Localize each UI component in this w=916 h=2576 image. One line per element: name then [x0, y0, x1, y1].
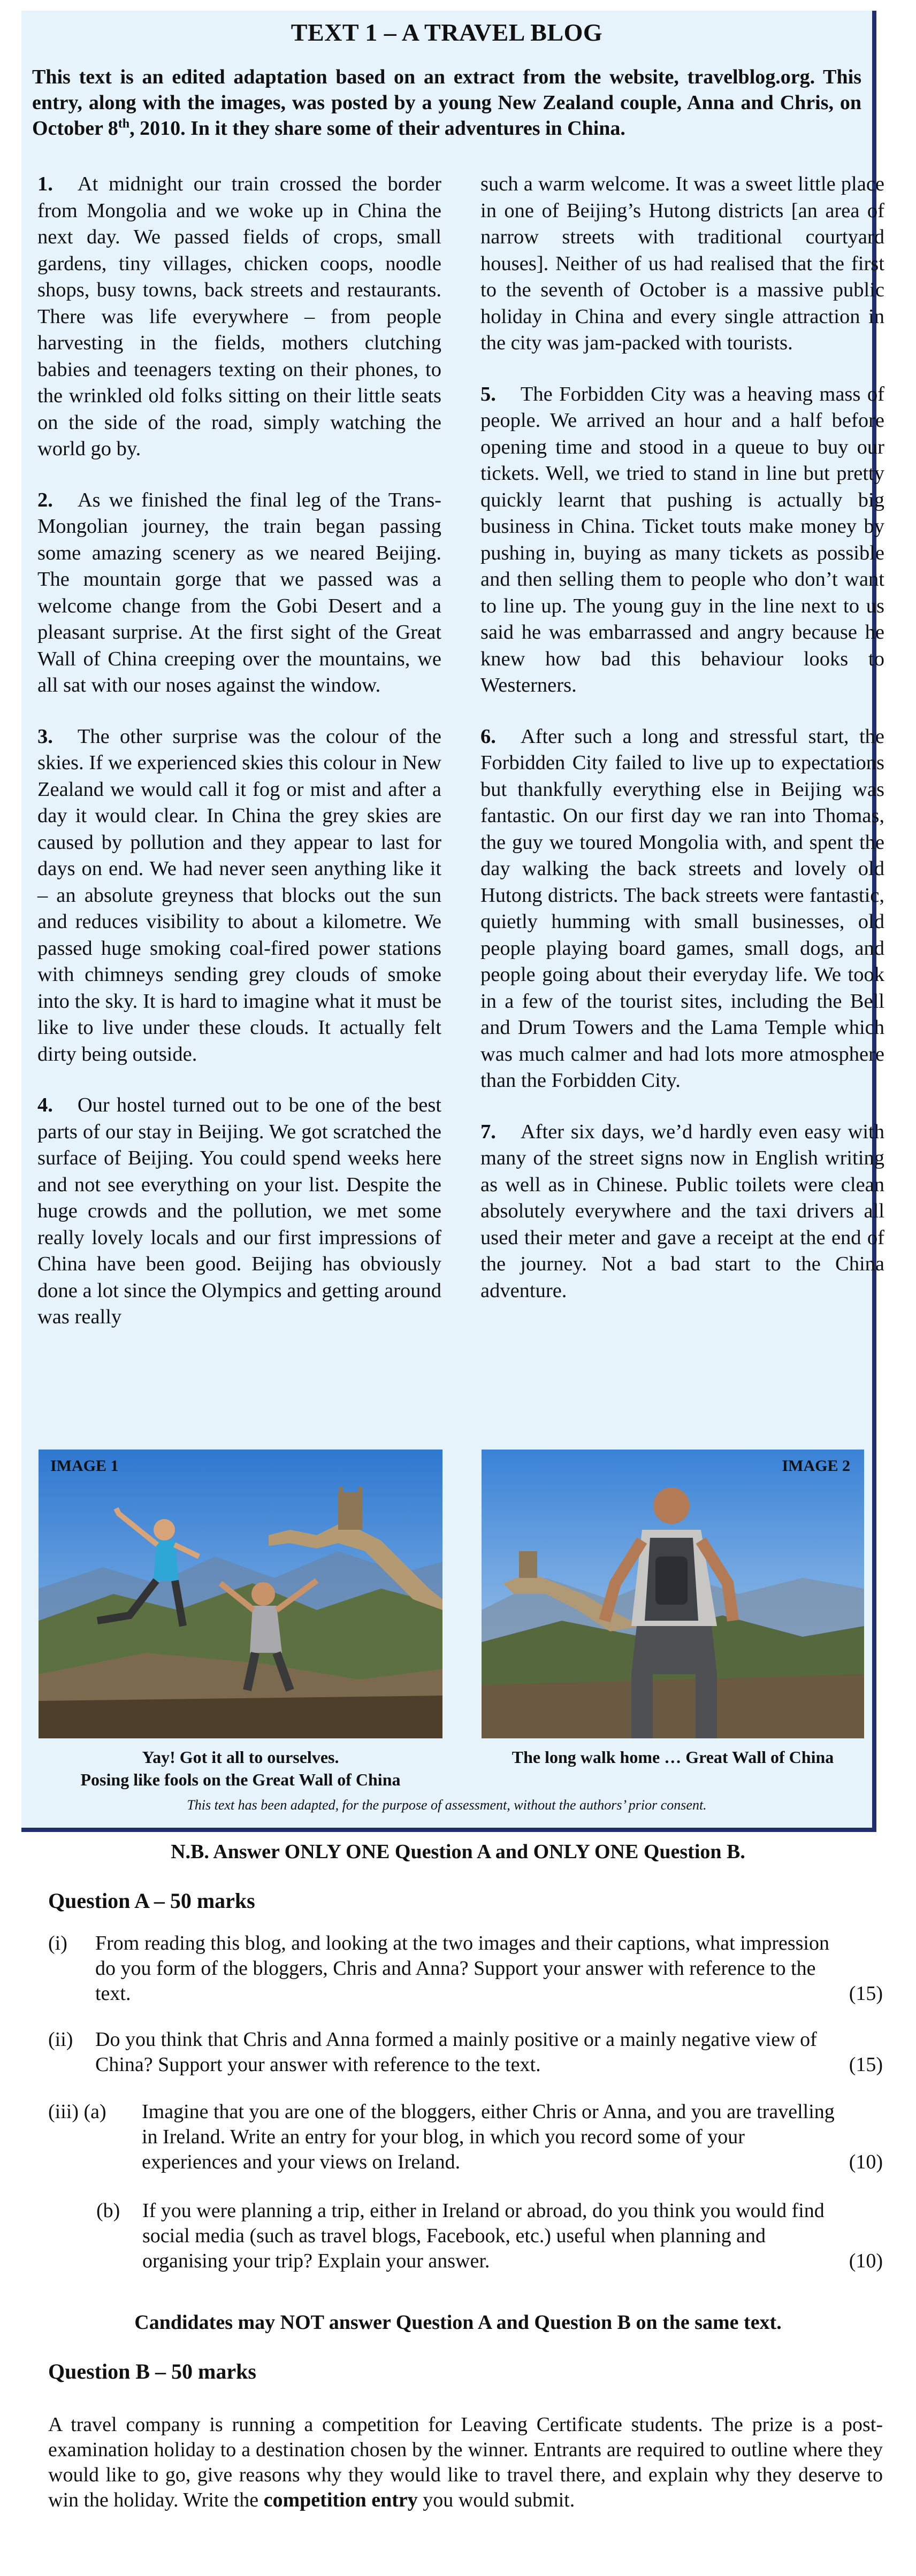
question-b-text-part-1: A travel company is running a competition for Leaving Certificate students. The prize is a post-examination holiday to a destination chosen by the winner. Entrants are required to outline where they would like to go, give reasons why they would like to travel there, and explain why they deserve to win the holiday. Write the: [48, 2413, 883, 2511]
image-1-caption-line-2: Posing like fools on the Great Wall of China: [80, 1770, 401, 1789]
intro-text: [32, 64, 861, 141]
question-b-bold: competition entry: [263, 2489, 418, 2511]
question-a-heading: Question A – 50 marks: [48, 1889, 255, 1913]
paragraph-4-continued: [480, 171, 884, 357]
candidates-warning: Candidates may NOT answer Question A and Question B on the same text.: [134, 2311, 782, 2334]
image-2-figure: [482, 1450, 864, 1768]
question-label: (b): [96, 2199, 120, 2222]
left-column: [37, 171, 441, 1355]
image-2-photo: [482, 1450, 864, 1738]
paragraph-text: such a warm welcome. It was a sweet little place in one of Beijing’s Hutong districts [an area of narrow streets with traditional courtyard houses]. Neither of us had realised that the first to the seventh of October is a massive public holiday in China and every single attraction in the city was jam-packed with tourists.: [480, 173, 884, 354]
image-1-caption: [39, 1746, 442, 1791]
credit-note: This text has been adapted, for the purpose of assessment, without the authors’ prior consent.: [187, 1797, 707, 1813]
question-marks: (15): [849, 2053, 883, 2076]
paragraph-text: After six days, we’d hardly even easy with many of the street signs now in English writing as well as in Chinese. Public toilets were clean absolutely everywhere and the taxi drivers all used their meter and gave a receipt at the end of the journey. Not a bad start to the China adventure.: [480, 1120, 884, 1302]
image-1-caption-line-1: Yay! Got it all to ourselves.: [142, 1747, 339, 1767]
question-marks: (10): [849, 2250, 883, 2272]
question-a-ii: [48, 2027, 883, 2077]
question-text: If you were planning a trip, either in Ireland or abroad, do you think you would find social media (such as travel blogs, Facebook, etc.) useful when planning and organising your trip? Explain your answer.: [142, 2199, 825, 2272]
question-marks: (10): [849, 2151, 883, 2173]
right-column: [480, 171, 884, 1329]
paragraph-6: [480, 724, 884, 1094]
question-b-heading: Question B – 50 marks: [48, 2359, 256, 2383]
paragraph-number: 2.: [37, 488, 53, 511]
intro-part-2: , 2010. In it they share some of their adventures in China.: [129, 117, 625, 140]
paragraph-number: 5.: [480, 382, 496, 405]
question-label: (iii) (a): [48, 2100, 106, 2123]
image-1-figure: [39, 1450, 442, 1791]
nb-instruction: N.B. Answer ONLY ONE Question A and ONLY ONE Question B.: [171, 1841, 745, 1863]
intro-sup: th: [118, 117, 130, 131]
question-label: (i): [48, 1932, 67, 1954]
paragraph-7: [480, 1119, 884, 1305]
question-a-i: [48, 1931, 883, 2006]
image-2-label: IMAGE 2: [782, 1457, 850, 1475]
question-b-text: [48, 2412, 883, 2513]
paragraph-text: The Forbidden City was a heaving mass of people. We arrived an hour and a half before opening time and stood in a queue to buy our tickets. Well, we tried to stand in line but pretty quickly learnt that pushing is actually big business in China. Ticket touts make money by pushing in, buying as many tickets as possible and then selling them to people who don’t want to line up. The young guy in the line next to us said he was embarrassed and angry because he knew how bad this behaviour looks to Westerners.: [480, 382, 884, 696]
question-text: Do you think that Chris and Anna formed a mainly positive or a mainly negative view of China? Support your answer with reference to the text.: [95, 2028, 817, 2076]
paragraph-number: 4.: [37, 1094, 53, 1116]
image-1-photo: [39, 1450, 442, 1738]
intro-part-1: This text is an edited adaptation based on an extract from the website, travelblog.org. This entry, along with the images, was posted by a young New Zealand couple, Anna and Chris, on October 8: [32, 66, 861, 140]
image-1-label: IMAGE 1: [50, 1457, 119, 1475]
question-marks: (15): [849, 1982, 883, 2005]
question-text: Imagine that you are one of the bloggers, either Chris or Anna, and you are travelling in Ireland. Write an entry for your blog, in which you record some of your experiences and your views on Ireland.: [142, 2100, 835, 2173]
paragraph-4: [37, 1092, 441, 1331]
paragraph-text: As we finished the final leg of the Trans-Mongolian journey, the train began passing some amazing scenery as we neared Beijing. The mountain gorge that we passed was a welcome change from the Gobi Desert and a pleasant surprise. At the first sight of the Great Wall of China creeping over the mountains, we all sat with our noses against the window.: [37, 488, 441, 696]
page-title: TEXT 1 – A TRAVEL BLOG: [291, 19, 603, 46]
paragraph-number: 6.: [480, 725, 496, 748]
paragraph-5: [480, 381, 884, 699]
question-a-iii-a: [48, 2099, 883, 2175]
paragraph-3: [37, 724, 441, 1068]
paragraph-text: After such a long and stressful start, the Forbidden City failed to live up to expectations but thankfully everything else in Beijing was fantastic. On our first day we ran into Thomas, the guy we toured Mongolia with, and spent the day walking the back streets and lovely old Hutong districts. The back streets were fantastic, quietly humming with small businesses, old people playing board games, small dogs, and people going about their everyday life. We took in a few of the tourist sites, including the Bell and Drum Towers and the Lama Temple which was much calmer and had lots more atmosphere than the Forbidden City.: [480, 725, 884, 1092]
paragraph-number: 7.: [480, 1120, 496, 1143]
question-a-iii-b: [96, 2198, 883, 2274]
question-text: From reading this blog, and looking at the two images and their captions, what impression do you form of the bloggers, Chris and Anna? Support your answer with reference to the text.: [95, 1932, 829, 2005]
paragraph-text: At midnight our train crossed the border from Mongolia and we woke up in China the next day. We passed fields of crops, small gardens, tiny villages, chicken coops, noodle shops, busy towns, back streets and restaurants. There was life everywhere – from people harvesting in the fields, mothers clutching babies and teenagers texting on their phones, to the wrinkled old folks sitting on their little seats on the side of the road, simply watching the world go by.: [37, 173, 441, 460]
question-b-text-part-2: you would submit.: [417, 2489, 575, 2511]
blog-panel: [21, 11, 884, 1832]
paragraph-2: [37, 487, 441, 699]
paragraph-number: 3.: [37, 725, 53, 748]
paragraph-number: 1.: [37, 173, 53, 195]
image-2-caption: The long walk home … Great Wall of China: [512, 1747, 834, 1767]
paragraph-text: Our hostel turned out to be one of the best parts of our stay in Beijing. We got scratched the surface of Beijing. You could spend weeks here and not see everything on your list. Despite the huge crowds and the pollution, we met some really lovely locals and our first impressions of China have been good. Beijing has obviously done a lot since the Olympics and getting around was really: [37, 1094, 441, 1328]
paragraph-text: The other surprise was the colour of the skies. If we experienced skies this colour in New Zealand we would call it fog or mist and after a day it would clear. In China the grey skies are caused by pollution and they appear to last for days on end. We had never seen anything like it – an absolute greyness that blocks out the sun and reduces visibility to about a kilometre. We passed huge smoking coal-fired power stations with chimneys sending grey clouds of smoke into the sky. It is hard to imagine what it must be like to live under these clouds. It actually felt dirty being outside.: [37, 725, 441, 1065]
question-label: (ii): [48, 2028, 73, 2051]
paragraph-1: [37, 171, 441, 463]
